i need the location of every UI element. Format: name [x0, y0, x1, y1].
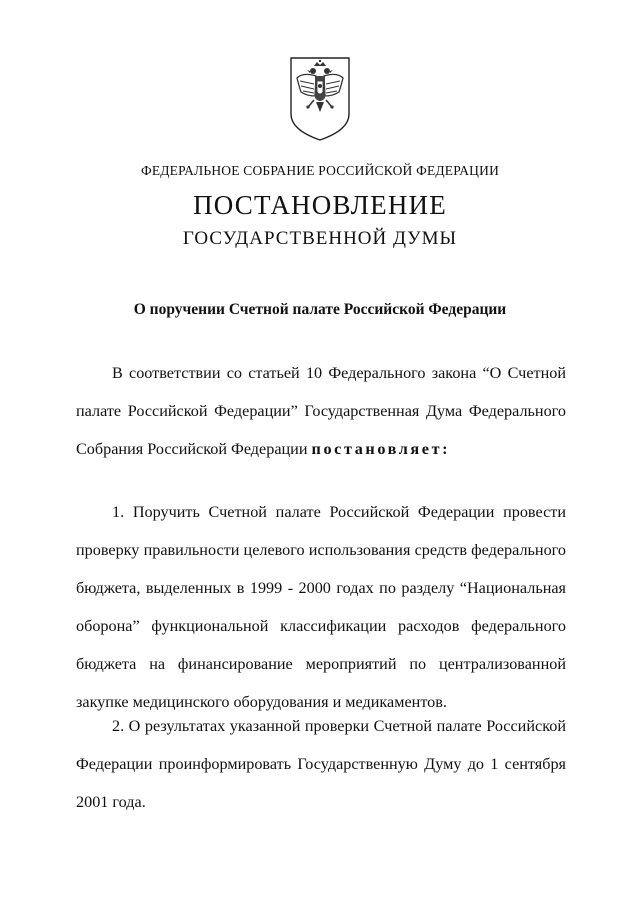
resolution-item-1	[76, 493, 566, 721]
preamble-text: В соответствии со статьей 10 Федерального закона “О Счетной палате Российской Федерации” Государственная Дума Федерального Собрания Российской Федерации	[76, 364, 566, 458]
assembly-name: ФЕДЕРАЛЬНОЕ СОБРАНИЕ РОССИЙСКОЙ ФЕДЕРАЦИИ	[140, 163, 500, 178]
preamble-paragraph	[76, 354, 566, 468]
coat-of-arms-icon	[289, 56, 351, 142]
resolves-verb: постановляет:	[311, 440, 451, 458]
document-issuer: ГОСУДАРСТВЕННОЙ ДУМЫ	[182, 228, 458, 249]
document-type-title: ПОСТАНОВЛЕНИЕ	[193, 190, 447, 220]
resolution-item-2-text: 2. О результатах указанной проверки Счетной палате Российской Федерации проинформировать Государственную Думу до 1 сентября 2001 года.	[76, 717, 566, 811]
resolution-item-1-text: 1. Поручить Счетной палате Российской Федерации провести проверку правильности целевого использования средств федерального бюджета, выделенных в 1999 - 2000 годах по разделу “Национальная оборона” функциональной классификации расходов федерального бюджета на финансирование мероприятий по централизованной закупке медицинского оборудования и медикаментов.	[76, 503, 566, 711]
document-subject: О поручении Счетной палате Российской Федерации	[133, 301, 507, 318]
resolution-item-2	[76, 707, 566, 821]
